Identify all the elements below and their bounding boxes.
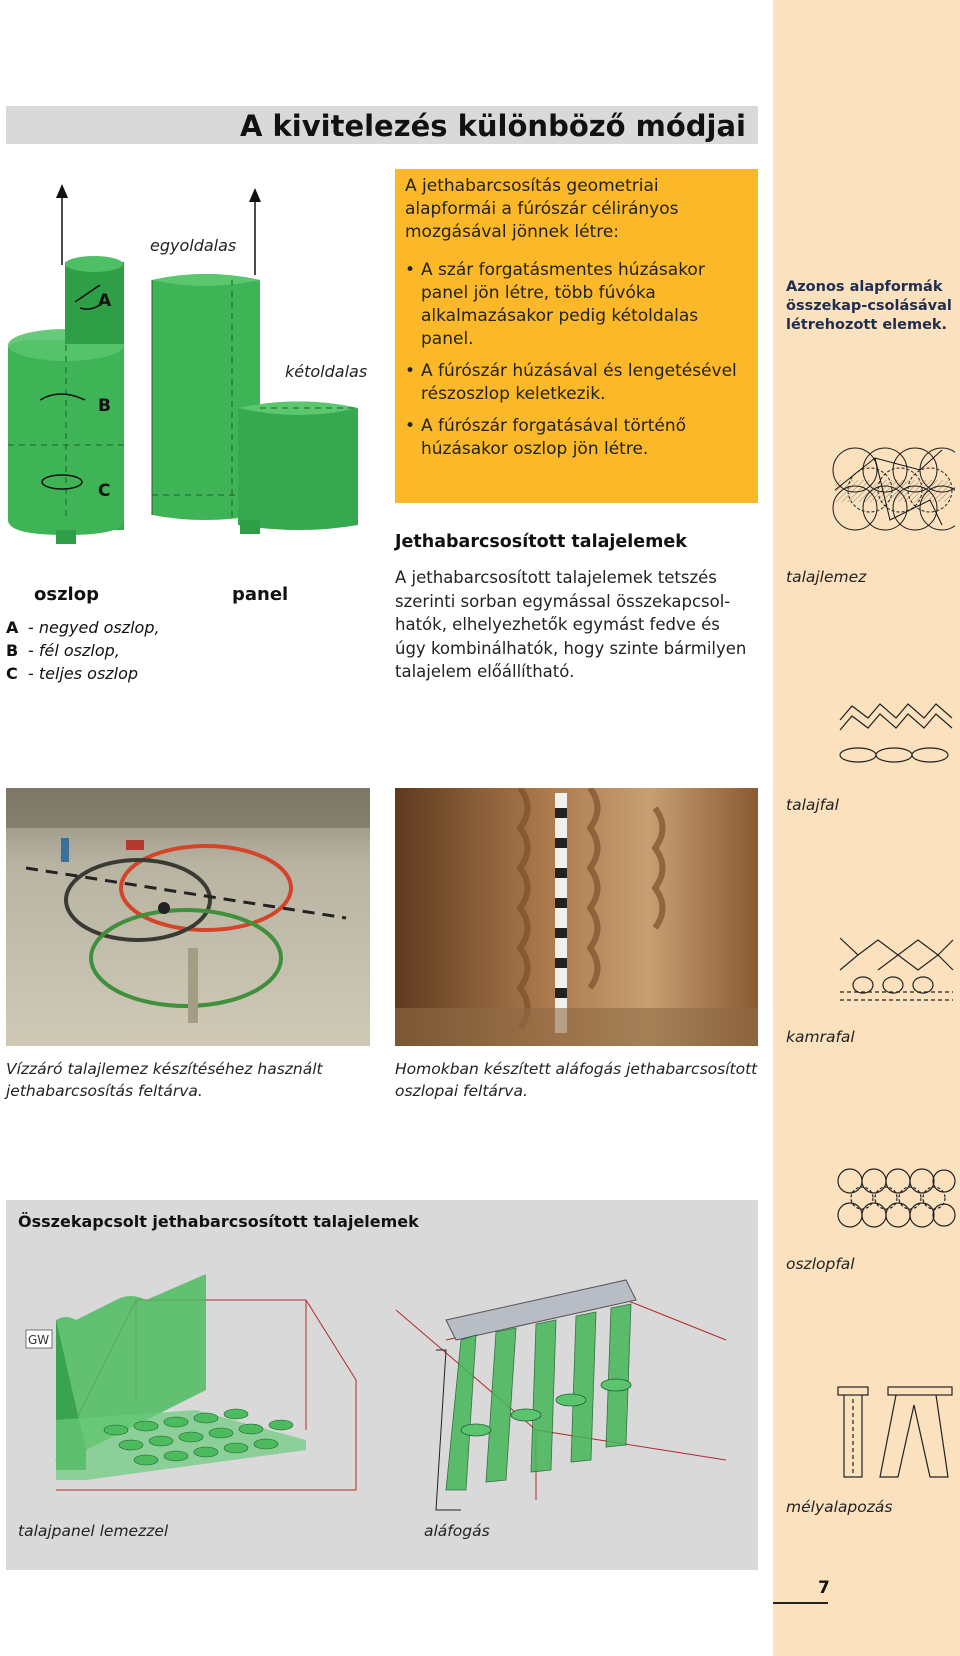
page-number-underline (773, 1602, 828, 1604)
bottom-label-left: talajpanel lemezzel (18, 1522, 169, 1540)
legend-row: C - teljes oszlop (6, 664, 139, 683)
label-ketoldalas: kétoldalas (285, 362, 368, 381)
info-bullet: • A fúrószár húzásával és lengetésével részoszlop keletkezik. (405, 361, 737, 404)
info-intro: A jethabarcsosítás geometriai alapformái a fúrószár célirányos mozgásával jönnek létre: (405, 176, 679, 242)
info-bullet-list (405, 259, 750, 470)
gw-marker: GW (28, 1333, 50, 1347)
page-number: 7 (818, 1578, 830, 1598)
legend-row: B - fél oszlop, (6, 641, 120, 660)
label-a: A (98, 291, 112, 311)
combined-elements-diagram (6, 1240, 758, 1540)
info-box (395, 169, 758, 503)
page-title: A kivitelezés különböző módjai (239, 109, 746, 143)
photo-talajlemez (6, 788, 370, 1046)
legend-row: A - negyed oszlop, (6, 618, 160, 637)
title-bar (6, 106, 758, 144)
talajlemez-diagram (830, 440, 955, 550)
label-panel: panel (232, 584, 289, 605)
label-c: C (98, 481, 111, 501)
bottom-label-right: aláfogás (424, 1522, 490, 1540)
sidebar-heading: Azonos alapformák összekap-csolásával létrehozott elemek. (786, 279, 952, 333)
sidebar-label-kamrafal: kamrafal (786, 1028, 855, 1046)
talajfal-diagram (838, 700, 956, 772)
info-bullet: • A fúrószár forgatásával történő húzásakor oszlop jön létre. (405, 416, 687, 459)
caption-photo2: Homokban készített aláfogás jethabarcsosított oszlopai feltárva. (395, 1060, 758, 1100)
caption-photo1: Vízzáró talajlemez készítéséhez használt jethabarcsosítás feltárva. (6, 1060, 323, 1100)
combined-elements-box (6, 1200, 758, 1570)
label-oszlop: oszlop (34, 584, 99, 605)
kamrafal-diagram (838, 930, 956, 1008)
combined-elements-title: Összekapcsolt jethabarcsosított talajelemek (18, 1212, 419, 1231)
sidebar-label-talajfal: talajfal (786, 796, 839, 814)
label-b: B (98, 396, 111, 416)
panel-shape (152, 274, 358, 534)
label-egyoldalas: egyoldalas (150, 236, 237, 255)
melyalapozas-diagram (836, 1385, 956, 1485)
section-heading: Jethabarcsosított talajelemek (395, 532, 687, 552)
column-legend (6, 616, 160, 685)
sidebar-label-melyalapozas: mélyalapozás (786, 1498, 893, 1516)
sidebar-label-oszlopfal: oszlopfal (786, 1255, 855, 1273)
oszlopfal-diagram (836, 1165, 956, 1233)
info-bullet: • A szár forgatásmentes húzásakor panel jön létre, több fúvóka alkalmazásakor pedig kétoldalas panel. (405, 260, 705, 349)
section-body: A jethabarcsosított talajelemek tetszés szerinti sorban egymással összekapcsol-hatók, elhelyezhetők egymást fedve és úgy kombinálhatók, hogy szinte bármilyen talajelem előállítható. (395, 568, 747, 681)
sidebar-label-talajlemez: talajlemez (786, 568, 867, 586)
photo-alafogas (395, 788, 758, 1046)
